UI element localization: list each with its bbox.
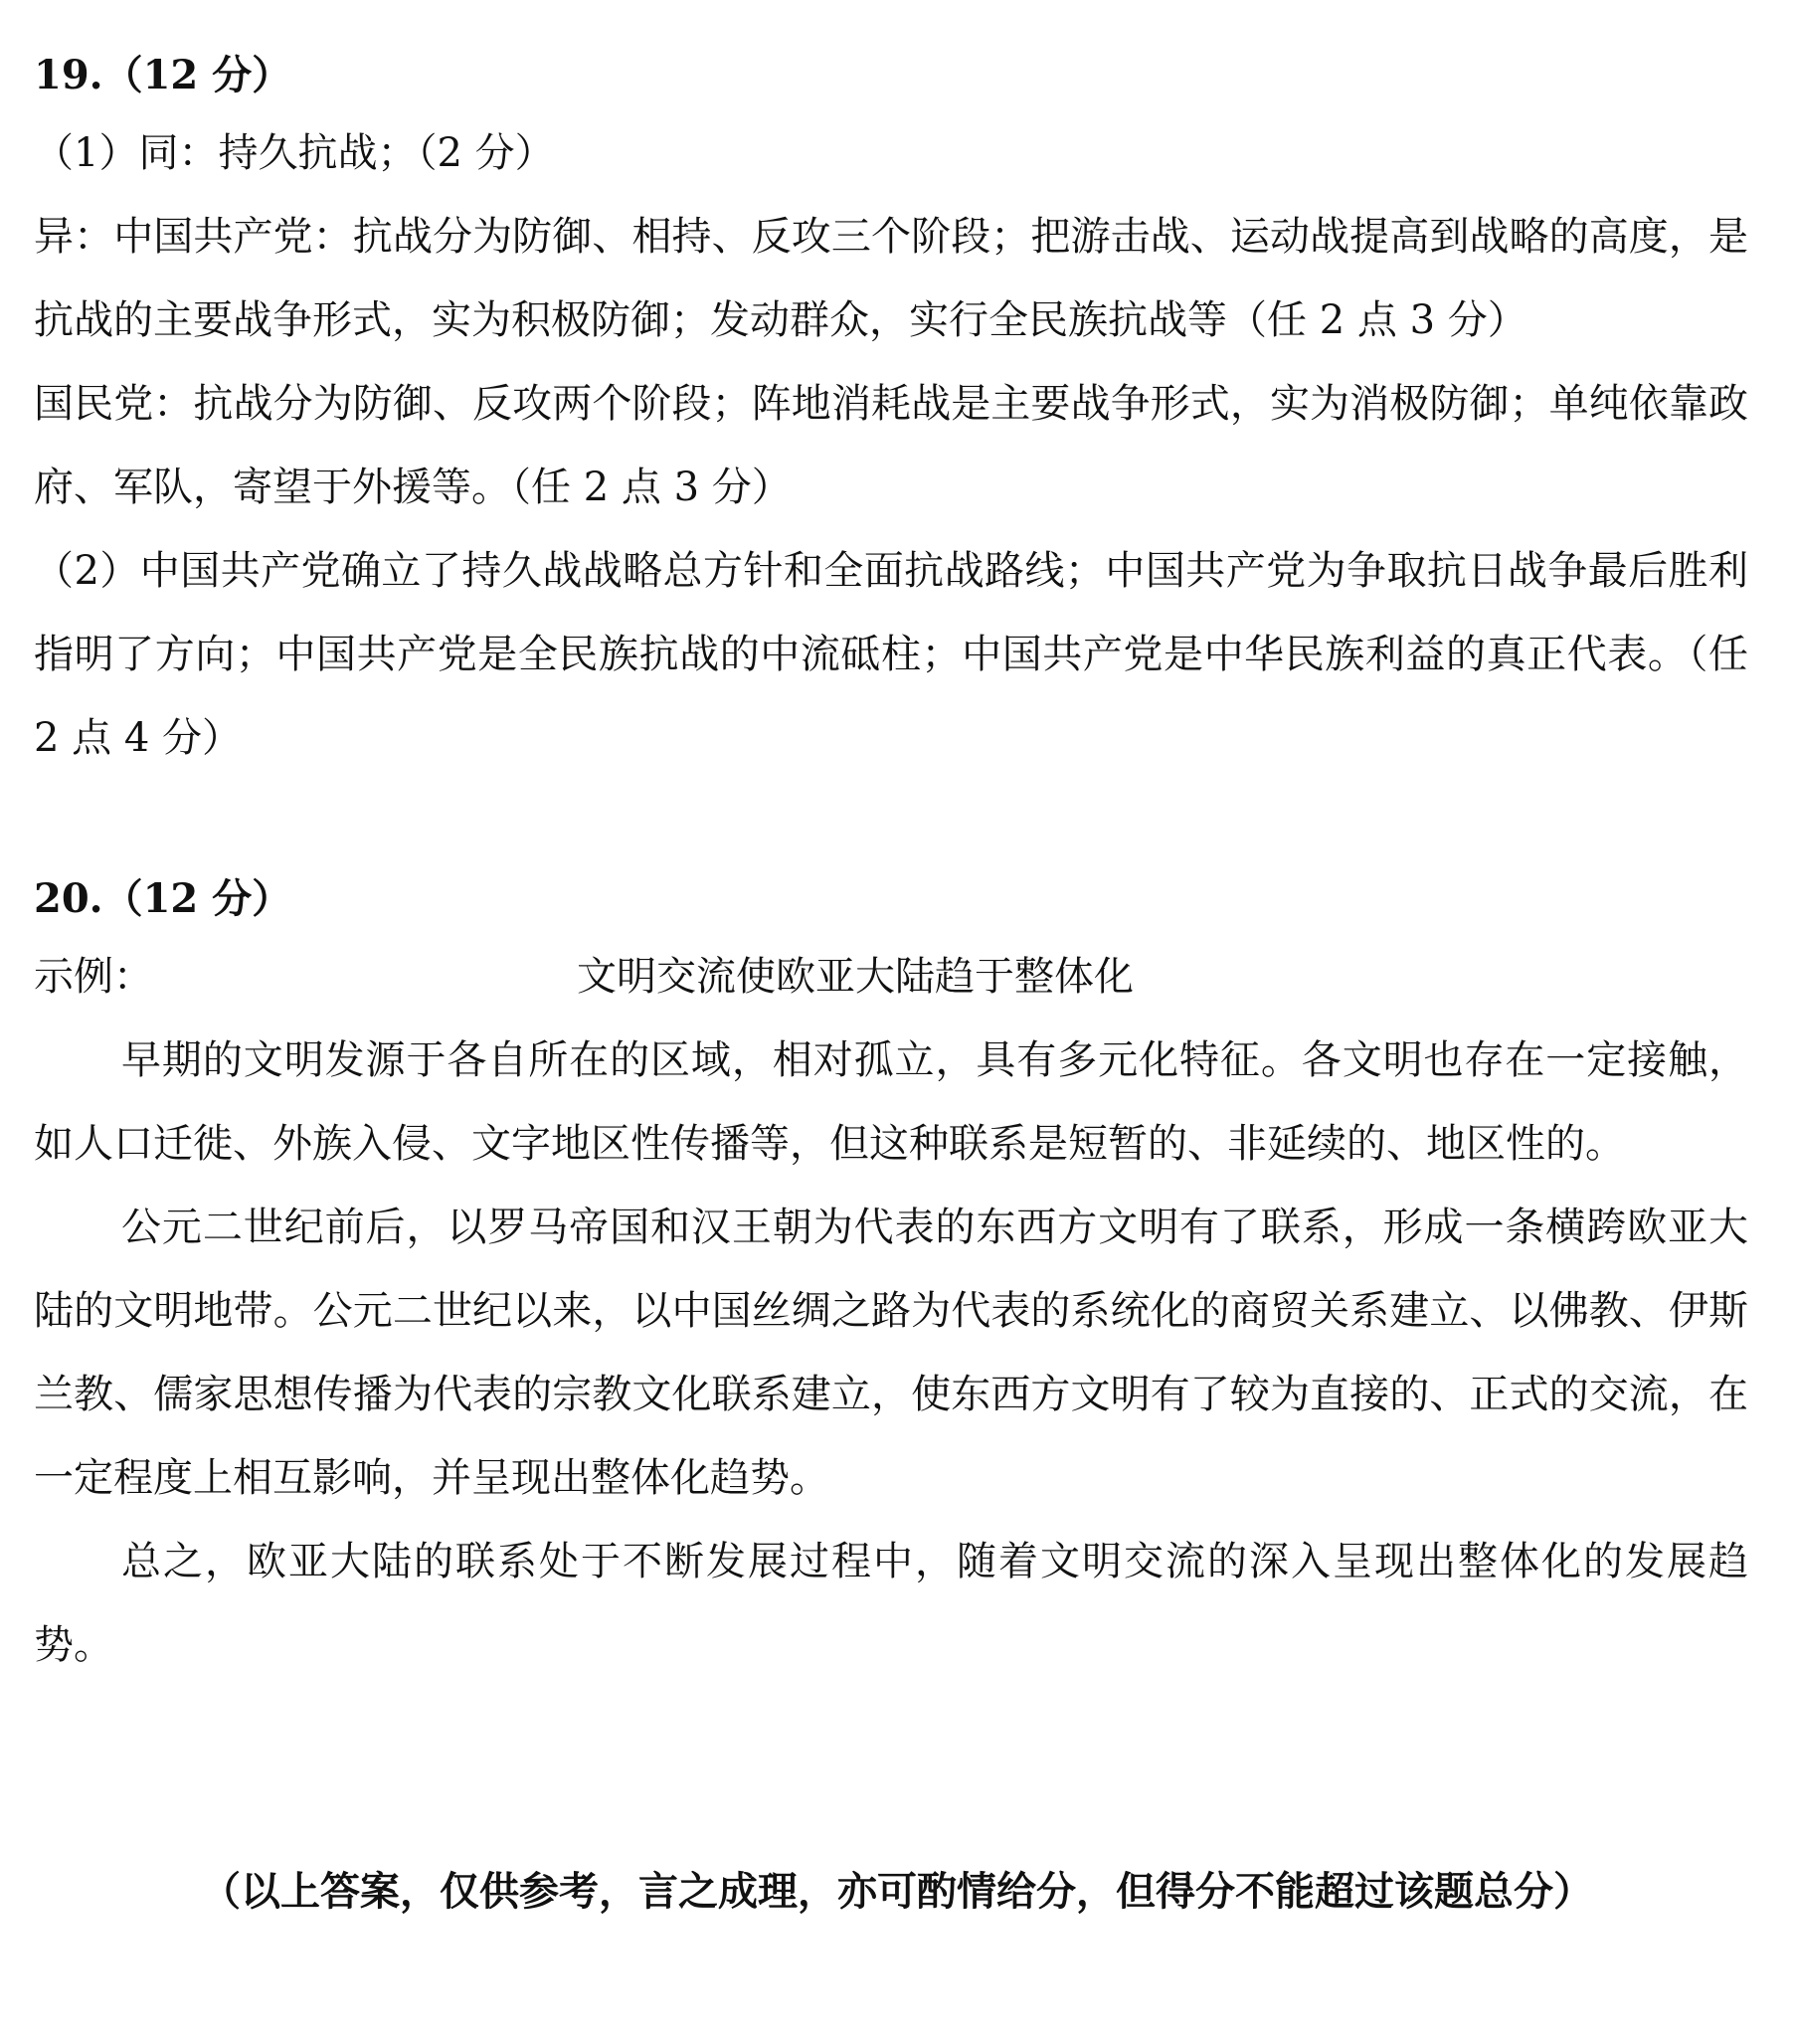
q19-part1-similarity: （1）同：持久抗战；（2 分） [34, 130, 555, 176]
q19-part2: （2）中国共产党确立了持久战战略总方针和全面抗战路线；中国共产党为争取抗日战争最后胜利指明了方向；中国共产党是全民族抗战的中流砥柱；中国共产党是中华民族利益的真正代表。（任 2 点 4 分） [34, 548, 1748, 761]
footer-note: （以上答案，仅供参考，言之成理，亦可酌情给分，但得分不能超过该题总分） [201, 1868, 1593, 1915]
q20-paragraph-1: 早期的文明发源于各自所在的区域，相对孤立，具有多元化特征。各文明也存在一定接触，如人口迁徙、外族入侵、文字地区性传播等，但这种联系是短暂的、非延续的、地区性的。 [34, 1037, 1748, 1167]
question-20-heading: 20.（12 分） [34, 875, 292, 922]
question-19-heading: 19.（12 分） [34, 52, 292, 98]
q20-paragraph-3: 总之，欧亚大陆的联系处于不断发展过程中，随着文明交流的深入呈现出整体化的发展趋势。 [34, 1539, 1748, 1668]
q19-part1-difference-kmt: 国民党：抗战分为防御、反攻两个阶段；阵地消耗战是主要战争形式，实为消极防御；单纯依靠政府、军队，寄望于外援等。（任 2 点 3 分） [34, 381, 1748, 510]
example-label: 示例： [34, 954, 153, 1000]
example-row [34, 935, 1748, 1019]
example-title: 文明交流使欧亚大陆趋于整体化 [577, 954, 1134, 1000]
q19-part1-difference-cpc: 异：中国共产党：抗战分为防御、相持、反攻三个阶段；把游击战、运动战提高到战略的高度，是抗战的主要战争形式，实为积极防御；发动群众，实行全民族抗战等（任 2 点 3 分） [34, 214, 1748, 343]
question-19 [34, 40, 1748, 780]
answer-page [34, 40, 1748, 1687]
q20-paragraph-2: 公元二世纪前后，以罗马帝国和汉王朝为代表的东西方文明有了联系，形成一条横跨欧亚大陆的文明地带。公元二世纪以来，以中国丝绸之路为代表的系统化的商贸关系建立、以佛教、伊斯兰教、儒家思想传播为代表的宗教文化联系建立，使东西方文明有了较为直接的、正式的交流，在一定程度上相互影响，并呈现出整体化趋势。 [34, 1205, 1748, 1501]
question-20 [34, 863, 1748, 1687]
section-spacer [34, 780, 1748, 863]
